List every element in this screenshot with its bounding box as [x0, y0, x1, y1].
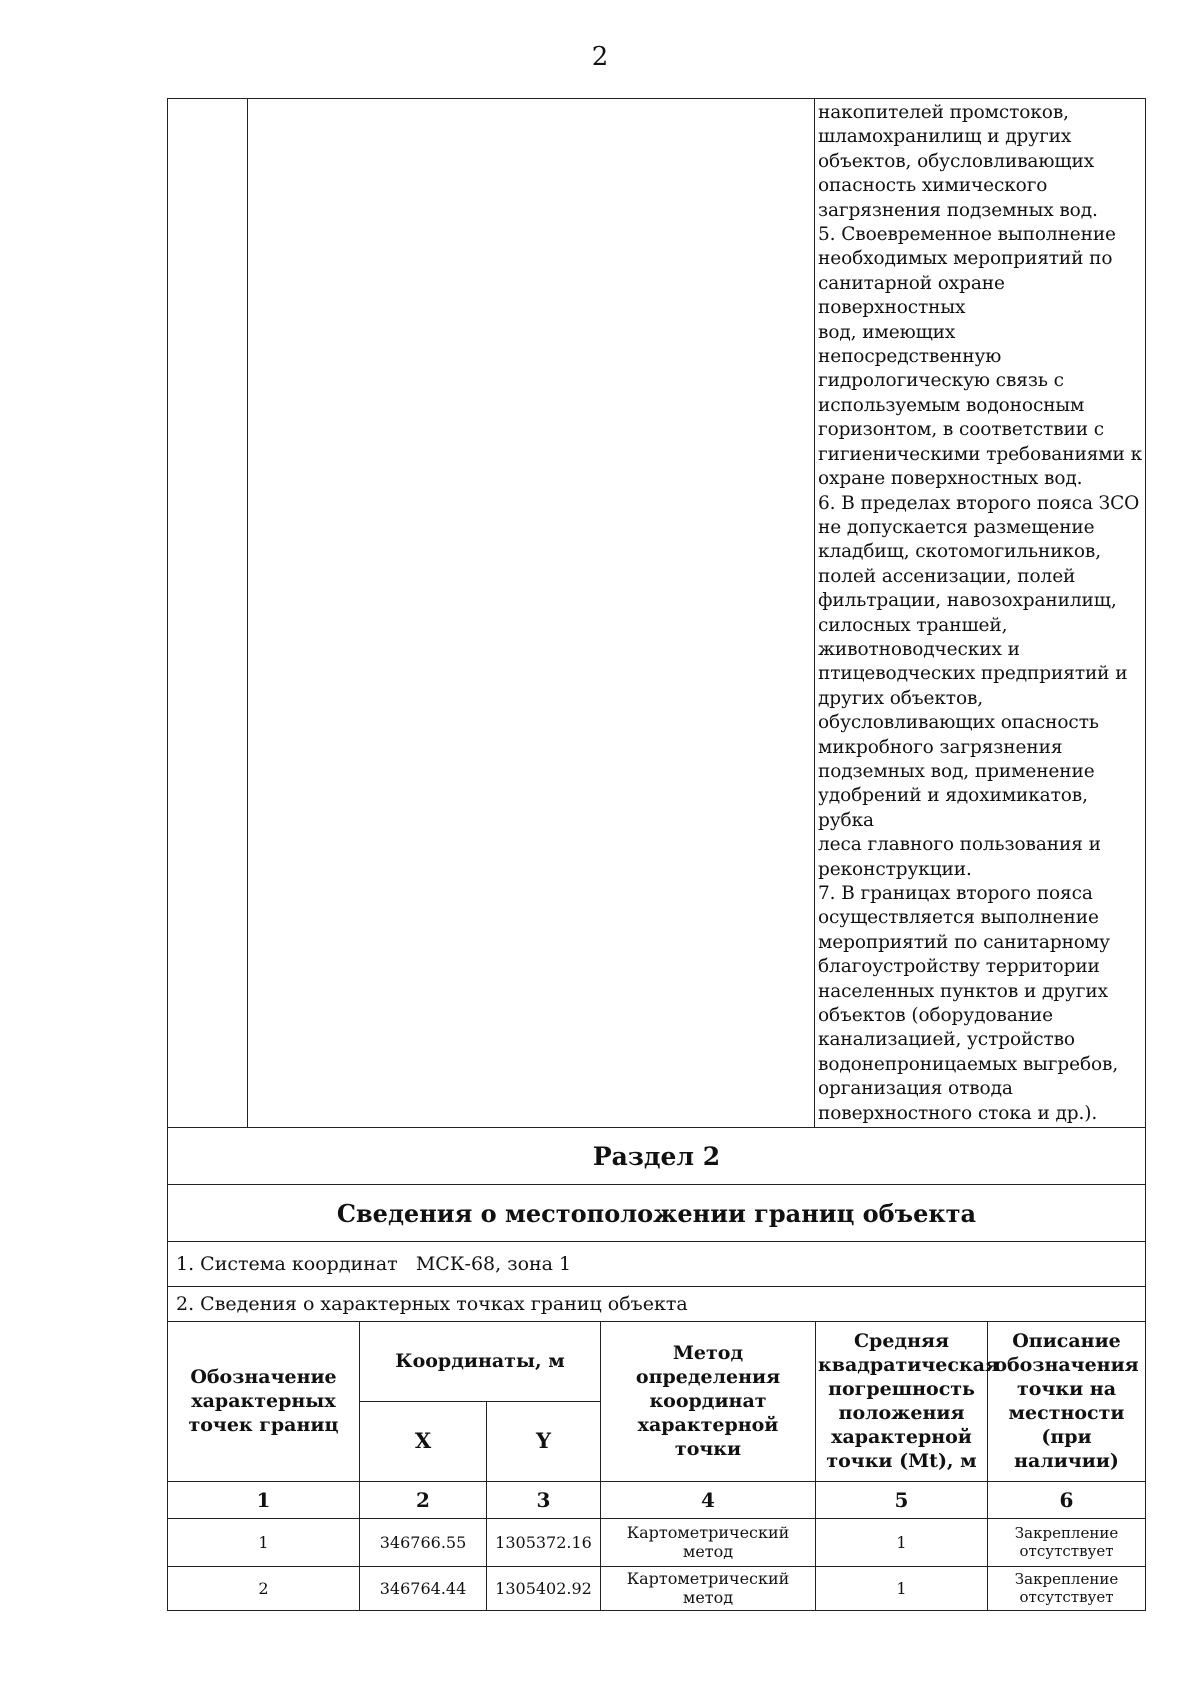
column-number: 5 — [816, 1481, 988, 1518]
section-subtitle: Сведения о местоположении границ объекта — [168, 1185, 1146, 1242]
point-y: 1305402.92 — [487, 1566, 601, 1610]
point-id: 2 — [168, 1566, 360, 1610]
column-number: 3 — [487, 1481, 601, 1518]
empty-number-cell — [168, 99, 248, 1128]
point-y: 1305372.16 — [487, 1518, 601, 1566]
point-description: Закрепление отсутствует — [988, 1518, 1146, 1566]
coordinate-system-value: МСК-68, зона 1 — [415, 1253, 572, 1276]
header-designation: Обозначение характерных точек границ — [168, 1321, 360, 1481]
point-method: Картометрический метод — [601, 1566, 816, 1610]
points-title: 2. Сведения о характерных точках границ объекта — [168, 1287, 1146, 1322]
column-number: 1 — [168, 1481, 360, 1518]
document-sheet — [167, 98, 1145, 1611]
header-x: X — [360, 1401, 487, 1481]
point-error: 1 — [816, 1518, 988, 1566]
coordinate-system-row — [168, 1242, 1146, 1287]
header-method: Метод определения координат характерной точки — [601, 1321, 816, 1481]
table-row — [168, 1566, 1146, 1610]
requirements-text: накопителей промстоков, шламохранилищ и других объектов, обусловливающих опасность химического загрязнения подземных вод. 5. Своевременное выполнение необходимых мероприятий по санитарной охране поверхностных вод, имеющих непосредственную гидрологическую связь с используемым водоносным горизонтом, в соответствии с гигиеническими требованиями к охране поверхностных вод. 6. В пределах второго пояса ЗСО не допускается размещение кладбищ, скотомогильников, полей ассенизации, полей фильтрации, навозохранилищ, силосных траншей, животноводческих и птицеводческих предприятий и других объектов, обусловливающих опасность микробного загрязнения подземных вод, применение удобрений и ядохимикатов, рубка леса главного пользования и реконструкции. 7. В границах второго пояса осуществляется выполнение мероприятий по санитарному благоустройству территории населенных пунктов и других объектов (оборудование канализацией, устройство водонепроницаемых выгребов, организация отвода поверхностного стока и др.). — [815, 99, 1146, 1128]
header-error: Средняя квадратическая погрешность положения характерной точки (Mt), м — [816, 1321, 988, 1481]
column-number: 6 — [988, 1481, 1146, 1518]
point-x: 346764.44 — [360, 1566, 487, 1610]
header-description: Описание обозначения точки на местности (при наличии) — [988, 1321, 1146, 1481]
section-title: Раздел 2 — [168, 1128, 1146, 1185]
point-error: 1 — [816, 1566, 988, 1610]
header-coordinates: Координаты, м — [360, 1321, 601, 1401]
point-x: 346766.55 — [360, 1518, 487, 1566]
column-number: 2 — [360, 1481, 487, 1518]
point-id: 1 — [168, 1518, 360, 1566]
requirements-table — [167, 98, 1146, 1322]
header-y: Y — [487, 1401, 601, 1481]
point-description: Закрепление отсутствует — [988, 1566, 1146, 1610]
coordinate-system-label: 1. Система координат — [176, 1253, 398, 1276]
column-number: 4 — [601, 1481, 816, 1518]
point-method: Картометрический метод — [601, 1518, 816, 1566]
page-number: 2 — [591, 42, 609, 72]
table-row — [168, 1518, 1146, 1566]
coordinates-table — [167, 1321, 1146, 1611]
empty-name-cell — [248, 99, 815, 1128]
